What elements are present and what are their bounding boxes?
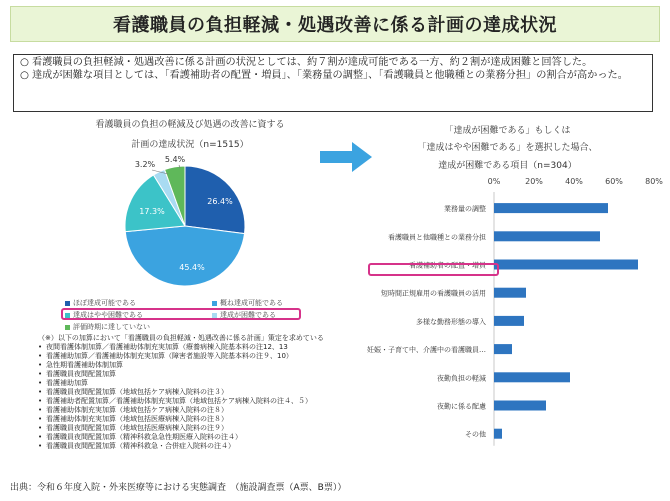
note-item: • 急性期看護補助体制加算 (34, 361, 364, 370)
pie-value-label: 26.4% (207, 197, 233, 206)
bar (494, 429, 502, 439)
notes-block (34, 334, 364, 451)
x-tick-label: 0% (487, 177, 501, 186)
notes-heading: （※）以下の加算において「看護職員の負担軽減・処遇改善に係る計画」策定を求めている (38, 334, 324, 342)
bar (494, 372, 570, 382)
x-tick-label: 40% (565, 177, 583, 186)
bar (494, 344, 512, 354)
legend-swatch (65, 301, 70, 306)
summary-text: 達成が困難な項目としては、「看護補助者の配置・増員」、「業務量の調整」、「看護職員と他職種との業務分担」の割合が高かった。 (32, 70, 628, 81)
category-label: 妊娠・子育て中、介護中の看護職員… (367, 346, 486, 355)
legend-label: 概ね達成可能である (220, 299, 283, 307)
summary-line (20, 69, 646, 82)
pie-chart (100, 150, 320, 300)
note-item: • 看護補助者配置加算／看護補助体制充実加算（地域包括ケア病棟入院料の注４、５） (34, 397, 364, 406)
category-label: 夜勤に係る配慮 (437, 402, 486, 411)
bar (494, 401, 546, 411)
category-label: 短時間正規雇用の看護職員の活用 (381, 289, 486, 298)
bar (494, 203, 608, 213)
bar-title-line: 「達成が困難である」もしくは (444, 126, 571, 136)
legend-swatch (212, 301, 217, 306)
note-item: • 看護職員夜間配置加算（精神科救急急性期医療入院料の注４） (34, 433, 364, 442)
right-arrow-icon (320, 140, 375, 174)
bar-chart (365, 175, 670, 450)
summary-text: 看護職員の負担軽減・処遇改善に係る計画の状況としては、約７割が達成可能である一方、約２割が達成困難と回答した。 (32, 57, 593, 68)
note-item: • 看護職員夜間配置加算（地域包括医療病棟入院料の注９） (34, 424, 364, 433)
pie-value-label: 45.4% (179, 263, 205, 272)
bar (494, 260, 638, 270)
highlight-frame (61, 308, 301, 320)
legend-swatch (65, 325, 70, 330)
pie-title-line: 計画の達成状況（n=1515） (131, 140, 249, 150)
bullet-mark: ○ (20, 57, 29, 68)
legend-item (65, 298, 136, 308)
x-tick-label: 60% (605, 177, 623, 186)
category-label: 多様な勤務形態の導入 (416, 317, 486, 326)
category-label: 業務量の調整 (444, 205, 486, 214)
bar (494, 288, 526, 298)
pie-title-line: 看護職員の負担の軽減及び処遇の改善に資する (95, 120, 285, 130)
page-title: 看護職員の負担軽減・処遇改善に係る計画の達成状況 (10, 6, 660, 42)
pie-value-label: 5.4% (164, 155, 186, 164)
legend-label: 達成はやや困難である (73, 311, 143, 319)
note-item: • 看護補助体制充実加算（地域包括ケア病棟入院料の注８） (34, 406, 364, 415)
pie-value-label: 3.2% (134, 160, 156, 169)
category-label: 看護補助者の配置・増員 (409, 261, 486, 270)
pie-slice (125, 226, 244, 286)
note-item: • 看護補助体制充実加算（地域包括医療病棟入院料の注８） (34, 415, 364, 424)
note-item: • 看護職員夜間配置加算（地域包括ケア病棟入院料の注３） (34, 388, 364, 397)
note-item: • 看護職員夜間配置加算 (34, 370, 364, 379)
pie-value-label: 17.3% (139, 207, 165, 216)
legend-label: 評価時期に達していない (73, 323, 150, 331)
x-tick-label: 80% (645, 177, 663, 186)
summary-line (20, 56, 646, 69)
x-tick-label: 20% (525, 177, 543, 186)
highlight-frame (368, 263, 499, 276)
category-label: その他 (465, 430, 486, 439)
category-label: 夜勤負担の軽減 (437, 374, 486, 383)
bar-title-line: 「達成はやや困難である」を選択した場合、 (417, 143, 598, 153)
note-item: • 看護職員夜間配置加算（精神科救急・合併症入院料の注４） (34, 442, 364, 451)
legend-label: ほぼ達成可能である (73, 299, 136, 307)
bullet-mark: ○ (20, 70, 29, 81)
legend-item (65, 322, 150, 332)
legend-item (212, 298, 283, 308)
category-label: 看護職員と他職種との業務分担 (388, 233, 486, 242)
source-note: 出典：令和６年度入院・外来医療等における実態調査 （施設調査票（A票、B票）） (10, 483, 347, 493)
bar (494, 231, 600, 241)
bar (494, 316, 524, 326)
summary-box (13, 54, 653, 112)
note-item: • 夜間看護体制加算／看護補助体制充実加算（療養病棟入院基本料の注12、13 (34, 343, 364, 352)
bar-title-line: 達成が困難である項目（n=304） (438, 161, 577, 171)
legend-label: 達成が困難である (220, 311, 276, 319)
note-item: • 看護補助加算 (34, 379, 364, 388)
note-item: • 看護補助加算／看護補助体制充実加算（障害者施設等入院基本料の注９、10） (34, 352, 364, 361)
